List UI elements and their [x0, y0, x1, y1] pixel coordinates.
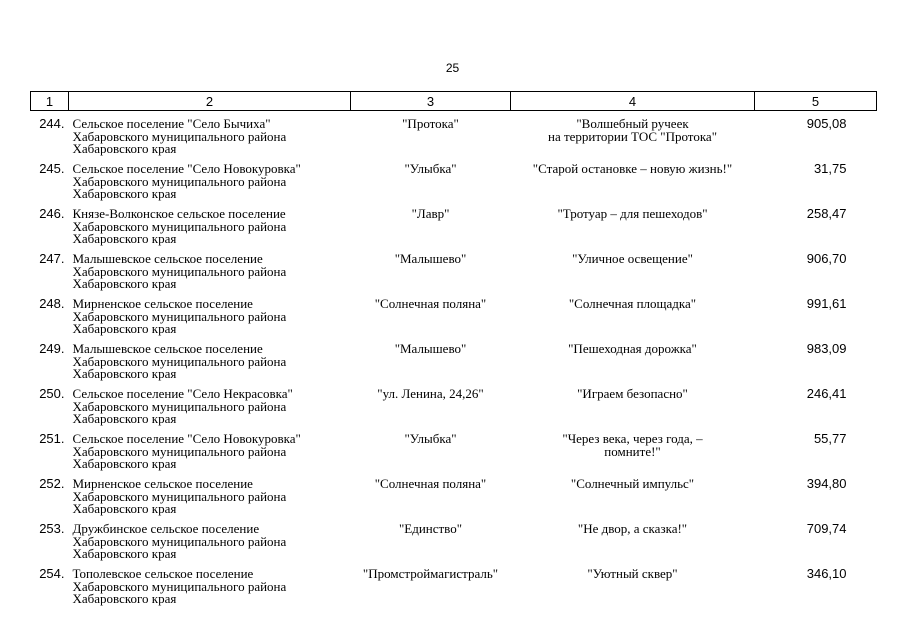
settlement-name-line: Малышевское сельское поселение	[72, 251, 263, 266]
row-number: 245.	[39, 161, 65, 176]
tos-name: "Улыбка"	[404, 431, 457, 446]
settlement-name-line: Хабаровского муниципального района	[72, 398, 287, 414]
project-title	[511, 208, 755, 253]
table-row	[31, 433, 877, 478]
row-number: 253.	[39, 521, 65, 536]
table-row	[31, 298, 877, 343]
project-title-line: помните!"	[604, 443, 661, 459]
settlement-name-line: Хабаровского муниципального района	[72, 218, 287, 234]
grant-amount: 55,77	[813, 431, 847, 446]
table-row	[31, 478, 877, 523]
grant-amount: 258,47	[806, 206, 847, 221]
tos-name: "Малышево"	[394, 251, 467, 266]
project-title-line: "Пешеходная дорожка"	[568, 341, 697, 356]
settlement-name-line: Хабаровского края	[72, 321, 177, 336]
settlement-name-line: Хабаровского муниципального района	[72, 488, 287, 504]
settlement-name-line: Хабаровского муниципального района	[72, 533, 287, 549]
tos-name: "Солнечная поляна"	[374, 296, 487, 311]
row-number: 254.	[39, 566, 65, 581]
settlement-name	[69, 433, 351, 478]
grant-amount: 394,80	[806, 476, 847, 491]
project-title	[511, 568, 755, 613]
table-row	[31, 388, 877, 433]
settlement-name-line: Сельское поселение "Село Новокуровка"	[72, 431, 301, 446]
settlement-name-line: Хабаровского края	[72, 186, 177, 201]
column-header-5: 5	[755, 92, 877, 111]
column-header-4: 4	[511, 92, 755, 111]
settlement-name-line: Сельское поселение "Село Некрасовка"	[72, 386, 293, 401]
row-number: 248.	[39, 296, 65, 311]
tos-name: "Малышево"	[394, 341, 467, 356]
project-title	[511, 433, 755, 478]
project-title	[511, 478, 755, 523]
settlement-name-line: Хабаровского края	[72, 366, 177, 381]
settlement-name-line: Хабаровского края	[72, 231, 177, 246]
row-number: 247.	[39, 251, 65, 266]
project-title-line: "Играем безопасно"	[577, 386, 688, 401]
grant-amount: 983,09	[806, 341, 847, 356]
column-header-3: 3	[351, 92, 511, 111]
settlement-name-line: Хабаровского муниципального района	[72, 443, 287, 459]
grant-amount: 905,08	[806, 116, 847, 131]
table-row	[31, 253, 877, 298]
row-number: 252.	[39, 476, 65, 491]
settlement-name-line: Хабаровского муниципального района	[72, 578, 287, 594]
settlement-name-line: Хабаровского края	[72, 411, 177, 426]
project-title	[511, 298, 755, 343]
project-title-line: на территории ТОС "Протока"	[547, 128, 718, 144]
tos-name: "ул. Ленина, 24,26"	[377, 386, 484, 401]
row-number: 249.	[39, 341, 65, 356]
table-row	[31, 208, 877, 253]
project-title	[511, 523, 755, 568]
settlement-name	[69, 343, 351, 388]
tos-name: "Протока"	[402, 116, 459, 131]
tos-name: "Лавр"	[411, 206, 450, 221]
settlement-name-line: Хабаровского муниципального района	[72, 308, 287, 324]
settlement-name-line: Хабаровского края	[72, 591, 177, 606]
table-body	[31, 111, 877, 614]
table-header-row	[31, 92, 877, 111]
settlement-name-line: Хабаровского муниципального района	[72, 353, 287, 369]
grant-amount: 906,70	[806, 251, 847, 266]
settlement-name	[69, 298, 351, 343]
project-title-line: "Тротуар – для пешеходов"	[557, 206, 708, 221]
table-row	[31, 568, 877, 613]
table-row	[31, 343, 877, 388]
grant-amount: 709,74	[806, 521, 847, 536]
project-title-line: "Не двор, а сказка!"	[577, 521, 688, 536]
settlement-name-line: Хабаровского края	[72, 501, 177, 516]
grant-amount: 346,10	[806, 566, 847, 581]
row-number: 250.	[39, 386, 65, 401]
settlement-name	[69, 111, 351, 164]
settlement-name-line: Хабаровского края	[72, 546, 177, 561]
project-title-line: "Волшебный ручеек	[576, 116, 689, 131]
project-title-line: "Уютный сквер"	[587, 566, 678, 581]
project-title-line: "Через века, через года, –	[562, 431, 703, 446]
project-title-line: "Старой остановке – новую жизнь!"	[532, 161, 733, 176]
column-header-1: 1	[31, 92, 69, 111]
project-title	[511, 343, 755, 388]
grants-table	[30, 91, 877, 613]
settlement-name-line: Хабаровского края	[72, 276, 177, 291]
settlement-name-line: Князе-Волконское сельское поселение	[72, 206, 286, 221]
project-title	[511, 111, 755, 164]
tos-name: "Солнечная поляна"	[374, 476, 487, 491]
tos-name: "Улыбка"	[404, 161, 457, 176]
page-number: 25	[445, 61, 460, 75]
tos-name: "Единство"	[398, 521, 463, 536]
settlement-name-line: Мирненское сельское поселение	[72, 296, 253, 311]
tos-name: "Промстроймагистраль"	[362, 566, 499, 581]
row-number: 244.	[39, 116, 65, 131]
settlement-name	[69, 208, 351, 253]
settlement-name-line: Хабаровского муниципального района	[72, 263, 287, 279]
settlement-name-line: Дружбинское сельское поселение	[72, 521, 260, 536]
settlement-name-line: Сельское поселение "Село Новокуровка"	[72, 161, 301, 176]
settlement-name-line: Малышевское сельское поселение	[72, 341, 263, 356]
grant-amount: 991,61	[806, 296, 847, 311]
project-title-line: "Солнечный импульс"	[570, 476, 695, 491]
grant-amount: 246,41	[806, 386, 847, 401]
settlement-name-line: Хабаровского края	[72, 141, 177, 156]
project-title-line: "Солнечная площадка"	[568, 296, 697, 311]
settlement-name-line: Мирненское сельское поселение	[72, 476, 253, 491]
settlement-name	[69, 568, 351, 613]
table-row	[31, 111, 877, 164]
project-title-line: "Уличное освещение"	[572, 251, 693, 266]
settlement-name-line: Хабаровского края	[72, 456, 177, 471]
row-number: 246.	[39, 206, 65, 221]
table-row	[31, 523, 877, 568]
project-title	[511, 253, 755, 298]
settlement-name	[69, 478, 351, 523]
settlement-name	[69, 388, 351, 433]
settlement-name	[69, 253, 351, 298]
settlement-name-line: Сельское поселение "Село Бычиха"	[72, 116, 271, 131]
row-number: 251.	[39, 431, 65, 446]
settlement-name	[69, 523, 351, 568]
project-title	[511, 388, 755, 433]
column-header-2: 2	[69, 92, 351, 111]
grant-amount: 31,75	[813, 161, 847, 176]
settlement-name-line: Тополевское сельское поселение	[72, 566, 254, 581]
table-row	[31, 163, 877, 208]
settlement-name-line: Хабаровского муниципального района	[72, 128, 287, 144]
settlement-name	[69, 163, 351, 208]
project-title	[511, 163, 755, 208]
settlement-name-line: Хабаровского муниципального района	[72, 173, 287, 189]
